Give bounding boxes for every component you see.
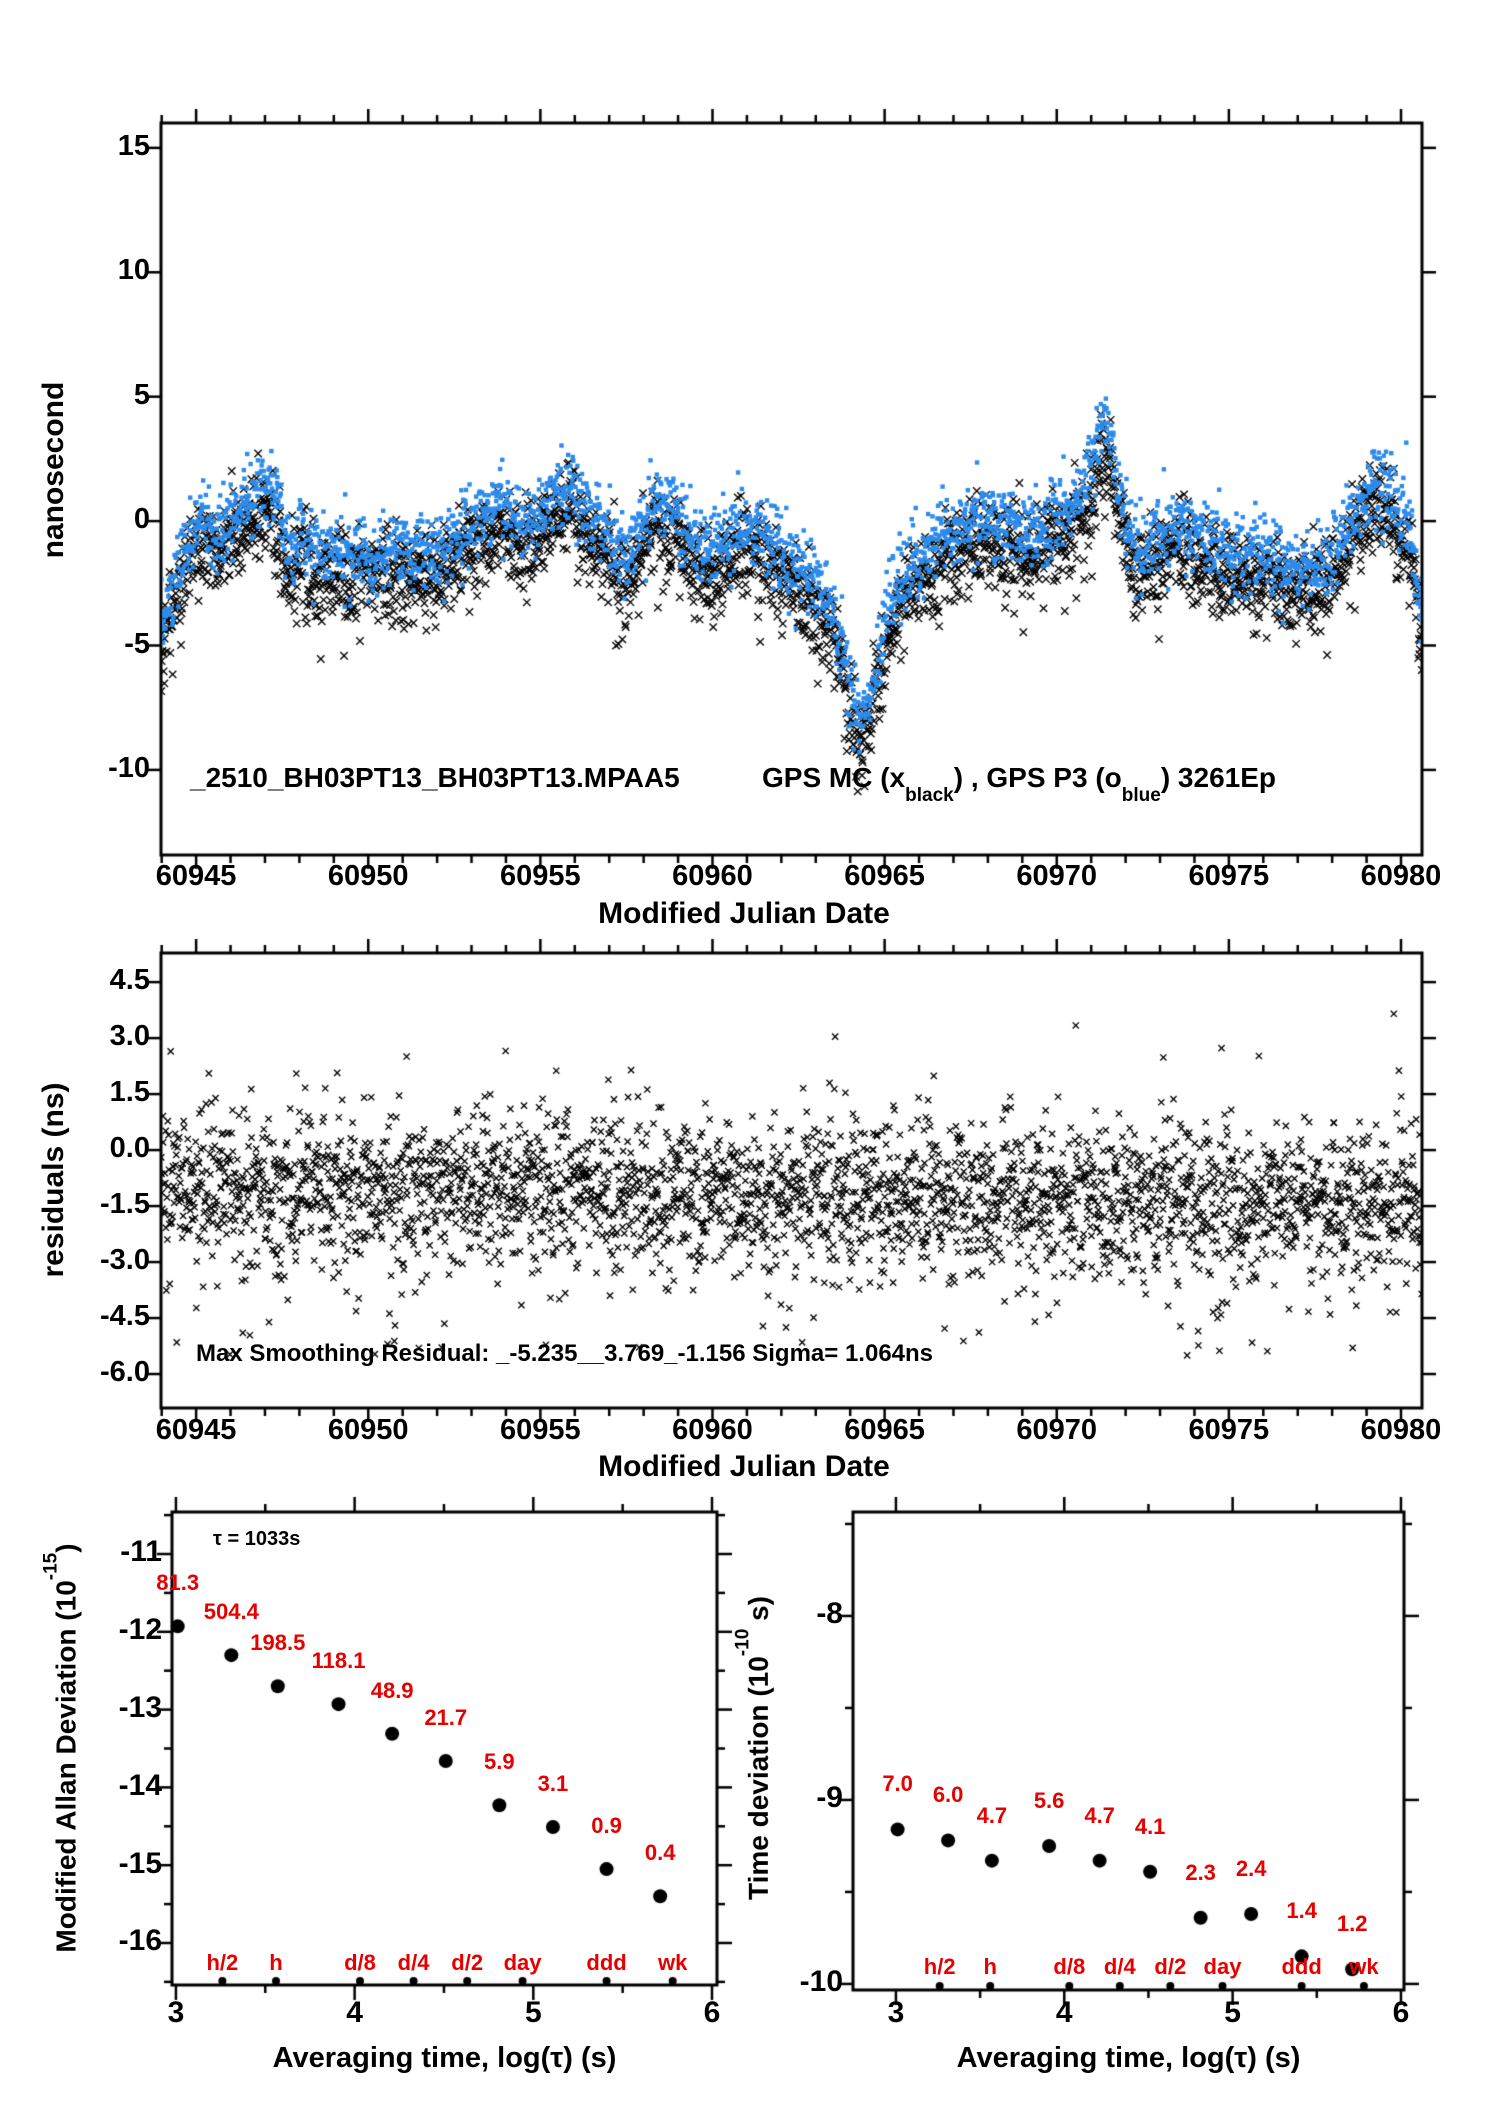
point-value-label: 2.3 [1185, 1859, 1216, 1885]
legend-series1-text: GPS MC (x [762, 762, 906, 793]
x-tick-label: 60980 [1360, 1414, 1442, 1446]
tau-span-label: d/2 [1154, 1954, 1187, 1979]
point-value-label: 2.4 [1235, 1856, 1267, 1881]
x-tick-label: 6 [703, 1996, 721, 2029]
tau-span-label: h [269, 1950, 283, 1975]
point-value-label: 4.1 [1134, 1813, 1166, 1839]
x-tick-label: 60955 [500, 860, 581, 892]
x-tick-label: 60955 [500, 1414, 581, 1446]
residuals-y-axis-label: residuals (ns) [37, 1082, 70, 1278]
x-tick-label: 60965 [844, 860, 925, 892]
x-tick-label: 60970 [1016, 860, 1098, 892]
tdev-x-axis-label: Averaging time, log(τ) (s) [956, 2042, 1301, 2074]
x-tick-label: 60975 [1188, 1414, 1270, 1446]
x-tick-label: 60945 [155, 860, 237, 892]
tau-span-label: ddd [586, 1950, 627, 1975]
y-tick-label: 0.0 [109, 1132, 150, 1165]
y-tick-label: -3.0 [100, 1244, 150, 1277]
y-tick-label: -4.5 [100, 1300, 150, 1333]
tau-span-label: day [1203, 1954, 1242, 1979]
y-tick-label: -10 [799, 1965, 843, 1999]
mdev-x-axis-label: Averaging time, log(τ) (s) [272, 2042, 617, 2074]
x-tick-label: 5 [524, 1996, 542, 2029]
x-tick-label: 60950 [327, 1414, 409, 1446]
point-value-label: 1.2 [1336, 1911, 1368, 1937]
y-tick-label: -14 [118, 1768, 162, 1802]
y-tick-label: -10 [108, 751, 150, 784]
legend-series1-subscript: black [905, 784, 954, 806]
x-tick-label: 3 [167, 1996, 185, 2029]
point-value-label: 118.1 [311, 1648, 366, 1674]
point-value-label: 6.0 [932, 1782, 964, 1808]
point-value-label: 1.4 [1286, 1898, 1317, 1924]
point-value-label: 7.0 [882, 1771, 913, 1797]
y-tick-label: -9 [816, 1781, 843, 1815]
x-tick-label: 60945 [155, 1414, 237, 1446]
top-caption-series-legend [762, 762, 1276, 806]
tau-span-label: h/2 [923, 1954, 956, 1979]
x-tick-label: 4 [1055, 1996, 1073, 2029]
x-tick-label: 60975 [1188, 860, 1270, 892]
y-tick-label: -5 [124, 627, 150, 660]
y-tick-label: -8 [816, 1597, 843, 1631]
mdev-ylabel-text: Modified Allan Deviation (10 [50, 1580, 82, 1953]
tau-span-label: ddd [1281, 1954, 1322, 1979]
top-y-axis-label: nanosecond [37, 381, 70, 559]
mdev-ylabel-exponent: -15 [40, 1552, 62, 1581]
top-x-axis-label: Modified Julian Date [598, 897, 890, 930]
tdev-y-axis-label [732, 1596, 774, 1900]
tdev-ylabel-exponent: -10 [732, 1628, 754, 1657]
point-value-label: 4.7 [976, 1802, 1008, 1828]
x-tick-label: 60950 [327, 860, 409, 892]
x-tick-label: 6 [1392, 1996, 1410, 2029]
tau-span-label: d/8 [1053, 1954, 1086, 1979]
tau-span-label: wk [1349, 1954, 1379, 1979]
x-tick-label: 60960 [672, 1414, 753, 1446]
x-tick-label: 3 [887, 1996, 905, 2029]
tau-span-label: wk [657, 1950, 688, 1975]
point-value-label: 5.9 [484, 1749, 515, 1775]
top-caption-filename: _2510_BH03PT13_BH03PT13.MPAA5 [190, 762, 680, 793]
point-value-label: 3.1 [537, 1771, 569, 1797]
residuals-x-axis-label: Modified Julian Date [598, 1450, 890, 1483]
point-value-label: 504.4 [203, 1599, 259, 1625]
y-tick-label: -16 [118, 1924, 162, 1958]
legend-epochs-text: ) 3261Ep [1160, 762, 1276, 793]
y-tick-label: -13 [118, 1691, 162, 1724]
y-tick-label: 10 [117, 254, 150, 287]
tau-span-label: d/2 [451, 1950, 484, 1975]
point-value-label: 198.5 [250, 1630, 306, 1656]
tau-span-label: d/4 [397, 1950, 430, 1975]
point-value-label: 4.7 [1084, 1802, 1115, 1828]
tdev-ylabel-text: Time deviation (10 [742, 1656, 774, 1900]
x-tick-label: 60960 [672, 860, 753, 892]
tau-span-label: day [503, 1950, 542, 1975]
x-tick-label: 4 [346, 1996, 363, 2029]
point-value-label: 81.3 [156, 1570, 200, 1596]
tau-span-label: d/4 [1103, 1954, 1136, 1979]
tau-span-label: d/8 [344, 1950, 376, 1975]
point-value-label: 21.7 [424, 1704, 468, 1730]
y-tick-label: 0 [133, 503, 150, 536]
y-tick-label: 1.5 [109, 1076, 150, 1109]
y-tick-label: 5 [133, 378, 150, 411]
y-tick-label: 4.5 [109, 964, 150, 997]
y-tick-label: -15 [118, 1846, 162, 1880]
residuals-caption: Max Smoothing Residual: _-5.235__3.769_-1.156 Sigma= 1.064ns [196, 1340, 934, 1367]
point-value-label: 0.9 [591, 1813, 622, 1839]
x-tick-label: 5 [1224, 1996, 1241, 2029]
y-tick-label: -11 [120, 1535, 162, 1569]
point-value-label: 48.9 [370, 1677, 414, 1703]
x-tick-label: 60980 [1360, 860, 1442, 892]
y-tick-label: 15 [117, 129, 150, 162]
y-tick-label: -1.5 [100, 1188, 150, 1221]
x-tick-label: 60965 [844, 1414, 925, 1446]
mdev-y-axis-label [40, 1543, 82, 1953]
mdev-ylabel-close: ) [50, 1543, 82, 1553]
point-value-label: 5.6 [1033, 1787, 1065, 1813]
x-tick-label: 60970 [1016, 1414, 1098, 1446]
legend-series2-text: ) , GPS P3 (o [953, 762, 1122, 793]
tau-span-label: h [983, 1954, 997, 1979]
legend-series2-subscript: blue [1121, 784, 1161, 806]
mdev-tau-annotation: τ = 1033s [213, 1528, 301, 1550]
y-tick-label: -12 [118, 1613, 162, 1647]
y-tick-label: -6.0 [100, 1356, 150, 1389]
point-value-label: 0.4 [644, 1840, 676, 1866]
y-tick-label: 3.0 [109, 1020, 150, 1053]
tau-span-label: h/2 [206, 1950, 239, 1975]
tdev-ylabel-close: s) [742, 1596, 774, 1629]
